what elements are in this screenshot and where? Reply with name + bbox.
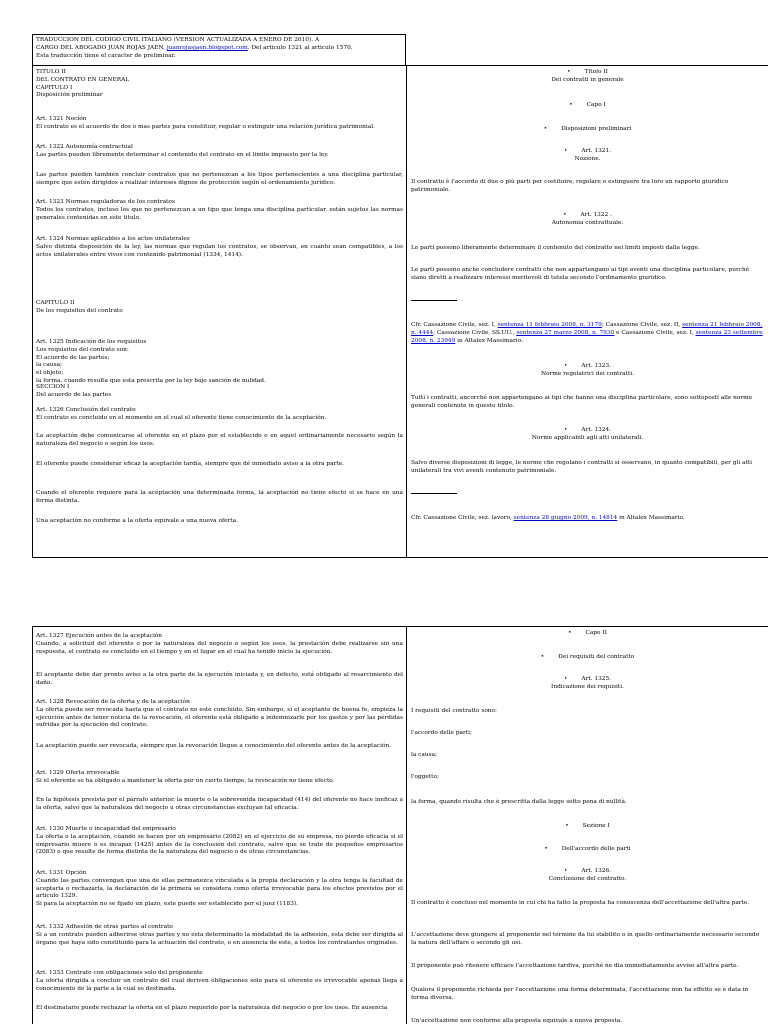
art-1326-es [36,407,403,423]
capitulo-ii-heading [36,300,403,316]
titulo-title: DEL CONTRATO EN GENERAL [36,76,130,83]
art-1324-it-head [411,427,764,443]
disposizioni [411,126,764,134]
art-1322-es-para-2: Las partes pueden también concluir contratos que no pertenezcan a los tipos pertenecientes a una disciplina particular, siempre que estén dirigidos a realizar intereses dignos de protección según el ordenamiento jurídico. [36,172,403,186]
article-subtitle: Norme regolatrici dei contratti. [541,370,634,377]
header-line-3: Esta traducción tiene el caracter de preliminar. [36,52,176,59]
req-line-5: la forma, quando risulta che è prescritta dalla legge sotto pena di nullità. [411,799,627,805]
art-1323-es [36,199,403,222]
bullet-item: Disposizioni preliminari [561,126,632,132]
req-line-2: l'accordo delle parti; [411,730,472,736]
blog-link[interactable]: juanrojasjaen.blogspot.com [166,44,248,51]
bullet-item: • Art. 1323. [411,363,764,371]
bullet-item: Capo I [586,102,606,108]
art-1329-es-para-2: En la hipótesis prevista por el párrafo anterior, la muerte o la sobrevenida incapacidad (414) del oferente no hace ineficaz a la oferta, salvo que la naturaleza del negocio u otras circunstancias excluyan tal eficacia. [36,797,403,811]
spanish-column [32,65,407,558]
article-text: La oferta dirigida a concluir un contrato del cual deriven obligaciones solo para el oferente es irrevocable apenas llega a conocimiento de la parte a la cual es destinada. [36,977,403,992]
list-line: la forma, cuando resulta que esta prescrita por la ley bajo sanción de nulidad. [36,377,266,384]
bullet-item: Dei requisiti del contratto [558,654,635,660]
article-text: Todos los contratos, incluso los que no pertenezcan a un tipo que tenga una disciplina particular, están sujetos las normas generales contenidas en este titulo. [36,206,403,221]
titolo-subtitle: Dei contratti in generale [551,76,624,83]
capitulo-i: CAPITULO I [36,84,73,91]
header-line-2 [36,45,402,53]
art-1333-es [36,970,403,993]
req-line-1: I requisiti del contratto sono: [411,708,497,714]
article-subtitle: Norme applicabili agli atti unilaterali. [531,434,644,441]
article-text: Salvo distinta disposición de la ley, las normas que regulan los contratos, se observan, en cuanto sean compatibles, a los actos unilaterales entre vivos con contenido patrimonial (1334, 1414). [36,243,403,258]
sentence-link[interactable]: sentenza 28 giugno 2009, n. 14814 [513,515,618,521]
sentence-link[interactable]: sentenza 23 settembre 2008, n. 23949 [411,329,763,344]
article-subtitle: Nozione. [574,155,601,162]
bullet-item: • Art. 1326. [411,868,764,876]
article-title: Art. 1322 Autonomía contractual [36,144,133,150]
art-1328-es-para-2: La aceptación puede ser revocada, siempre que la revocación llegue a conocimiento del oferente antes de la aceptación. [36,743,392,749]
art-1326-it-head [411,868,764,884]
list-line: el objeto; [36,370,64,377]
cfr-text: in Altalex Massimario. [617,515,685,521]
footnote-separator-2 [411,491,764,499]
accordo [411,846,764,854]
page-2 [32,626,768,1024]
bullet-item: • Titolo II [411,69,764,77]
article-text: Las partes pueden libremente determinar el contenido del contrato en el limite impuesto por la ley. [36,151,329,158]
article-title: Art. 1330 Muerte o incapacidad del empresario [36,826,176,832]
article-text: Si para la aceptación no se fijado un plazo, este puede ser establecido por el juez (1183). [36,901,299,908]
article-text: Si a un contrato pueden adherirse otras partes y no esta determinado la modalidad de la adhesión, esta debe ser dirigida al órgano que haya sido constituido para la actuación del contrato, o en ausencia de este, a todos los contratantes originales. [36,931,403,946]
seccion-i-heading [36,384,403,400]
bullet-item: • Art. 1324. [411,427,764,435]
art-1325-it-head [411,676,764,692]
sentence-link[interactable]: sentenza 27 marzo 2008, n. 7930 [516,329,615,336]
cfr-1322 [411,322,764,345]
bullet-item: Dell'accordo delle parti [561,846,631,852]
italian-column-2 [406,626,768,1024]
art-1327-es-para-2: El aceptante debe dar pronto aviso a la otra parte de la ejecución iniciada y, en defecto, está obligado al resarcimiento del daño. [36,672,403,686]
cfr-text: ; Cassazione Civile, sez. II, [601,322,683,328]
footnote-separator [411,298,764,306]
header-range: . Del articulo 1321 al articulo 1570. [247,44,353,51]
art-1326-it-text-4: Qualora il proponente richieda per l'accettazione una forma determinata, l'accettazione non ha effetto se è data in forma diversa. [411,987,749,1001]
art-1327-es [36,633,403,656]
article-title: Art. 1329 Oferta irrevocable [36,770,120,776]
sentence-link[interactable]: sentenza 11 febbraio 2008, n. 3179 [497,322,602,328]
art-1326-es-para-3: El oferente puede considerar eficaz la aceptación tardía, siempre que dé inmediato aviso a la otra parte. [36,461,344,467]
art-1331-es [36,870,403,909]
cfr-1324 [411,515,764,523]
cfr-text: in Altalex Massimario. [455,337,523,344]
article-text: El contrato es el acuerdo de dos o mas partes para constituir, regular o extinguir una relación jurídica patrimonial. [36,123,375,130]
art-1324-es [36,236,403,259]
art-1322-it-text: Le parti possono liberamente determinare il contenuto del contratto nei limiti imposti dalla legge. [411,245,700,251]
req-line-3: la causa; [411,752,437,758]
header-line-1: TRADUCCION DEL CODIGO CIVIL ITALIANO (VERSION ACTUALIZADA A ENERO DE 2010). A [36,37,320,43]
article-title: Art. 1333 Contrato con obligaciones solo del proponente [36,970,203,976]
cfr-text: Cfr. Cassazione Civile, sez. I, [411,322,498,328]
art-1332-es [36,924,403,947]
art-1321-it-text: Il contratto è l'accordo di due o più parti per costituire, regolare o estinguere tra loro un rapporto giuridico patrimoniale. [411,179,729,193]
art-1326-es-para-2: La aceptación debe comunicarse al oferente en el plazo por el establecido o en aquel ordinariamente necesario según la naturaleza del negocio o según los usos. [36,433,403,447]
art-1326-es-para-5: Una aceptación no conforme a la oferta equivale a una nueva oferta. [36,518,238,524]
article-title: Art. 1323 Normas reguladoras de los contratos [36,199,175,205]
bullet-item: Sezione I [582,823,610,829]
article-title: Art. 1321 Noción [36,116,87,122]
article-text: Cuando, a solicitud del oferente o por la naturaleza del negocio o según los usos, la prestación debe realizarse sin una respuesta, el contrato es concluido en el tiempo y en el lugar en el cual ha tenido inicio la ejecución. [36,640,403,655]
spanish-column-2 [32,626,407,1024]
art-1321-it-head [411,148,764,164]
page-1 [32,34,768,558]
article-text: Cuando las partes convengan que una de ellas permanezca vinculada a la propia declaración y la otra tenga la facultad de aceptarla o rechazarla, la declaración de la primera se considera como oferta irrevocable para los efectos previstos por el articulo 1329. [36,877,403,900]
capitulo-ii-subtitle: De los requisitos del contrato [36,307,123,314]
cfr-text: e Cassazione Civile, sez. I, [614,329,696,336]
seccion-i: SECCION I [36,384,70,390]
art-1325-es [36,339,403,386]
capo-i [411,102,764,110]
art-1326-es-para-4: Cuando el oferente requiere para la aceptación una determinada forma, la aceptación no tiene efecto si se hace en una forma distinta. [36,490,403,504]
article-text: La oferta o la aceptación, cuando se hacen por un empresario (2082) en el ejercicio de su empresa, no pierde eficacia si el empresario muere o es incapaz (1425) antes de la conclusión del contrato, salvo que se trate de pequeños empresarios (2083) o que resulte de forma distinta de la naturaleza del negocio o de otras circunstancias. [36,833,403,856]
article-text: Si el oferente se ha obligado a mantener la oferta por un cierto tiempo, la revocación no tiene efecto. [36,777,335,784]
article-text: El contrato es concluido en el momento en el cual el oferente tiene conocimiento de la aceptación. [36,414,327,421]
art-1329-es [36,770,403,786]
art-1323-it-text: Tutti i contratti, ancorché non appartengano ai tipi che hanno una disciplina particolare, sono sottoposti alle norme generali contenute in questo titolo. [411,395,753,409]
capo-ii [411,630,764,638]
requisiti [411,654,764,662]
art-1324-it-text: Salvo diverse disposizioni di legge, le norme che regolano i contratti si osservano, in quanto compatibili, per gli atti unilaterali tra vivi aventi contenuto patrimoniale. [411,460,753,474]
req-line-4: l'oggetto; [411,774,439,780]
titulo-ii: TITULO II [36,69,66,75]
art-1326-it-text: Il contratto è concluso nel momento in cui chi ha fatto la proposta ha conoscenza dell'accettazione dell'altra parte. [411,900,750,906]
titolo-ii [411,69,764,85]
bullet-item: • Art. 1325. [411,676,764,684]
article-title: Art. 1327 Ejecución antes de la aceptación [36,633,163,639]
sentence-link[interactable]: sentenza 21 febbraio 2008, n. 4444 [411,322,763,336]
header-author: CARGO DEL ABOGADO JUAN ROJAS JAEN, [36,44,167,51]
art-1321-es [36,116,403,132]
art-1328-es [36,699,403,730]
seccion-subtitle: Del acuerdo de las partes [36,391,112,398]
art-1333-es-para-2: El destinatario puede rechazar la oferta en el plazo requerido por la naturaleza del negocio o por los usos. En ausencia [36,1005,388,1011]
art-1323-it-head [411,363,764,379]
italian-column [406,65,768,558]
cfr-text: ; Cassazione Civile, SS.UU., [433,329,517,336]
bullet-item: • Art. 1321. [411,148,764,156]
article-title: Art. 1324 Normas aplicables a los actos unilaterales [36,236,190,242]
titulo-heading [36,69,403,100]
article-text: La oferta puede ser revocada hasta que el contrato no este concluido. Sin embargo, si el aceptante de buena fe, empieza la ejecución antes de tener noticia de la revocación, el oferente está obligado a indemnizarle por los gastos y por las pérdidas sufridas por la ejecución del contrato. [36,706,403,729]
article-title: Art. 1326 Conclusión del contrato [36,407,136,413]
translation-header [32,34,406,66]
art-1330-es [36,826,403,857]
capitulo-ii: CAPITULO II [36,300,75,306]
bullet-item: • Art. 1322 . [411,212,764,220]
article-title: Art. 1331 Opción [36,870,87,876]
article-subtitle: Conclusione del contratto. [548,875,627,882]
art-1326-it-text-2: L'accettazione deve giungere al proponente nel termine da lui stabilito o in quello ordinariamente necessario secondo la natura dell'affare o secondo gli usi. [411,932,760,946]
capitulo-subtitle: Disposición preliminar [36,92,103,99]
article-subtitle: Indicazione dei requisiti. [551,683,624,690]
art-1326-it-text-5: Un'accettazione non conforme alla proposta equivale a nuova proposta. [411,1018,622,1024]
article-title: Art. 1325 Indicación de los requisitos [36,339,147,345]
sezione-i [411,823,764,831]
article-title: Art. 1328 Revocación de la oferta y de la aceptación [36,699,190,705]
cfr-text: Cfr. Cassazione Civile, sez. lavoro, [411,515,514,521]
art-1322-es [36,144,403,160]
list-line: El acuerdo de las partes; [36,354,110,361]
art-1326-it-text-3: Il proponente può ritenere efficace l'accettazione tardiva, purché ne dia immediatamente avviso all'altra parte. [411,963,739,969]
list-line: la causa; [36,362,62,369]
article-subtitle: Autonomia contrattuale. [551,219,624,226]
art-1322-it-text-2: Le parti possono anche concludere contratti che non appartengano ai tipi aventi una disciplina particolare, purché siano diretti a realizzare interessi meritevoli di tutela secondo l'ordinamento giuridico. [411,267,750,281]
list-line: Los requisitos del contrato son: [36,346,129,353]
bullet-item: Capo II [585,630,607,636]
article-title: Art. 1332 Adhesión de otras partes al contrato [36,924,173,930]
art-1322-it-head [411,212,764,228]
